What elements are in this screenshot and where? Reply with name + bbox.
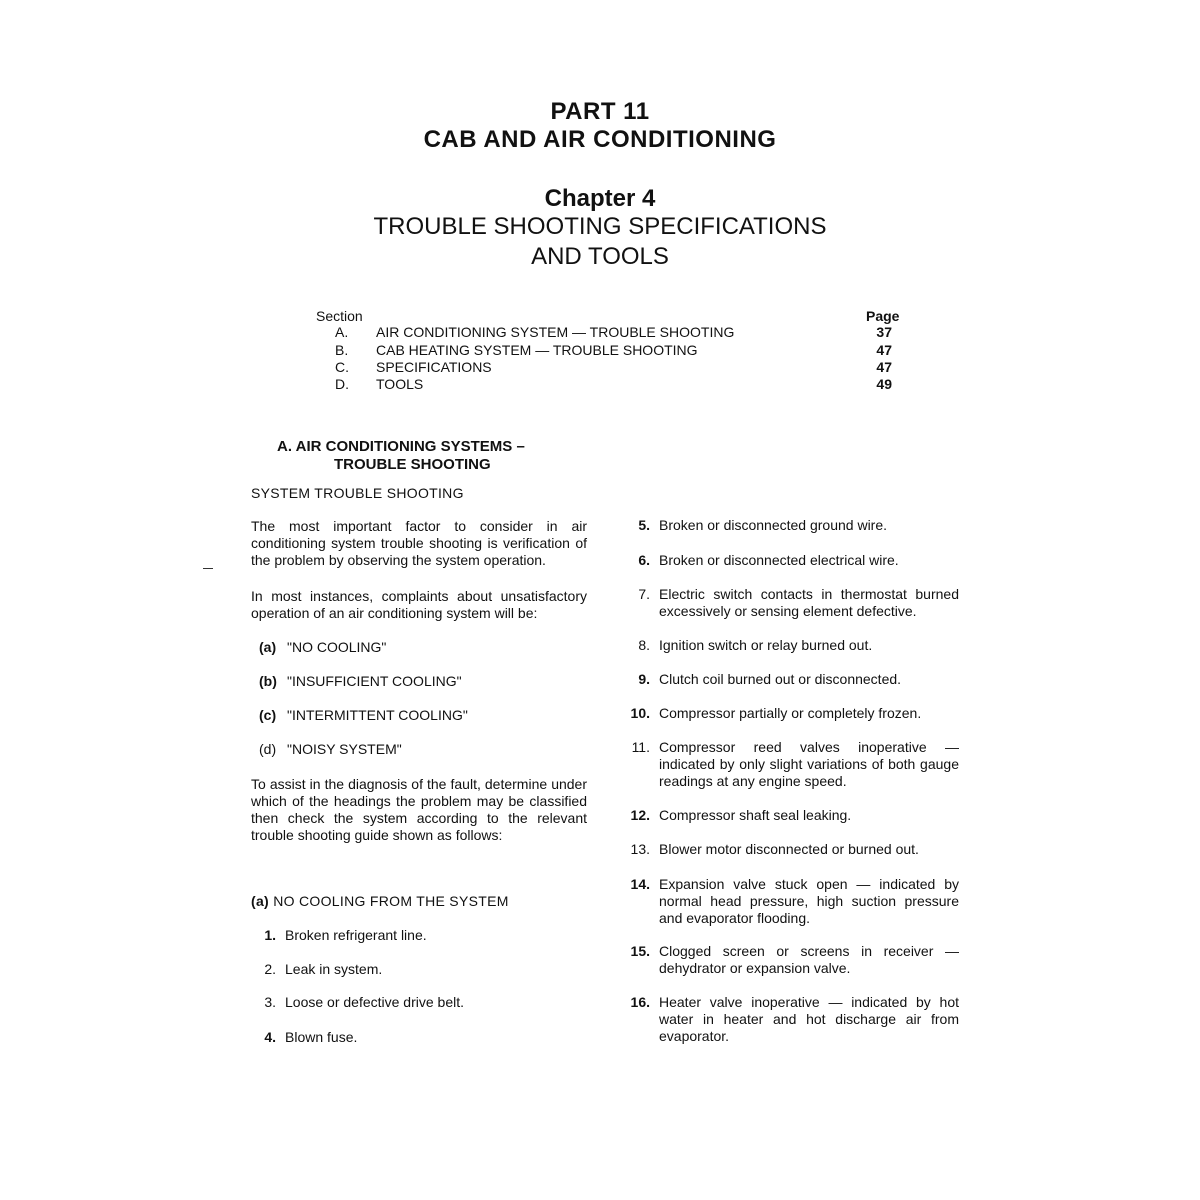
item-text: Clogged screen or screens in receiver — dehydrator or expansion valve.: [659, 943, 959, 976]
option-letter: (c): [259, 707, 277, 723]
chapter-number: Chapter 4: [544, 185, 656, 212]
no-cooling-letter: (a): [251, 893, 270, 909]
item-text: Loose or defective drive belt.: [285, 994, 464, 1010]
subheading: SYSTEM TROUBLE SHOOTING: [251, 485, 464, 501]
toc-row-title: CAB HEATING SYSTEM — TROUBLE SHOOTING: [376, 342, 698, 358]
item-text: Heater valve inoperative — indicated by hot water in heater and hot discharge air from evaporator.: [659, 994, 959, 1044]
toc-row: [335, 342, 895, 360]
part-number: PART 11: [550, 98, 650, 125]
item-number: 7.: [638, 586, 650, 602]
complaint-option: [259, 639, 386, 655]
item-text: Broken or disconnected electrical wire.: [659, 552, 899, 568]
item-text: Blower motor disconnected or burned out.: [659, 841, 919, 857]
toc-row-letter: C.: [335, 359, 349, 375]
margin-mark: [203, 568, 213, 569]
no-cooling-heading: [251, 893, 509, 909]
option-text: "NO COOLING": [287, 639, 387, 655]
complaint-option: [259, 741, 402, 757]
option-letter: (b): [259, 673, 277, 689]
toc-row-title: AIR CONDITIONING SYSTEM — TROUBLE SHOOTING: [376, 324, 735, 340]
item-number: 1.: [264, 927, 276, 943]
toc-row: [335, 376, 895, 394]
option-text: "NOISY SYSTEM": [287, 741, 402, 757]
item-text: Blown fuse.: [285, 1029, 358, 1045]
toc-row-page: 47: [876, 342, 892, 358]
item-number: 14.: [630, 876, 650, 892]
item-text: Expansion valve stuck open — indicated by normal head pressure, high suction pressure and evaporator flooding.: [659, 876, 959, 926]
option-text: "INTERMITTENT COOLING": [287, 707, 468, 723]
toc-page-label: Page: [866, 308, 900, 324]
toc-row-letter: B.: [335, 342, 349, 358]
toc-row-letter: A.: [335, 324, 349, 340]
item-number: 10.: [630, 705, 650, 721]
toc-row-page: 37: [876, 324, 892, 340]
item-text: Compressor shaft seal leaking.: [659, 807, 852, 823]
complaint-option: [259, 707, 468, 723]
toc-row: [335, 359, 895, 377]
item-number: 9.: [638, 671, 650, 687]
chapter-title-line1: TROUBLE SHOOTING SPECIFICATIONS: [373, 213, 827, 240]
item-text: Clutch coil burned out or disconnected.: [659, 671, 902, 687]
toc-row-page: 47: [876, 359, 892, 375]
intro-paragraph: The most important factor to consider in air conditioning system trouble shooting is verification of the problem by observing the system operation.: [251, 518, 587, 568]
diagnosis-paragraph: To assist in the diagnosis of the fault, determine under which of the headings the problem may be classified then check the system according to the relevant trouble shooting guide shown as follows:: [251, 776, 587, 843]
item-number: 16.: [630, 994, 650, 1010]
no-cooling-heading-text: NO COOLING FROM THE SYSTEM: [273, 893, 509, 909]
toc-row-title: SPECIFICATIONS: [376, 359, 492, 375]
item-number: 2.: [264, 961, 276, 977]
option-text: "INSUFFICIENT COOLING": [287, 673, 462, 689]
toc-row-page: 49: [876, 376, 892, 392]
toc-section-label: Section: [316, 308, 363, 324]
item-text: Broken refrigerant line.: [285, 927, 427, 943]
toc-row-letter: D.: [335, 376, 349, 392]
item-number: 13.: [630, 841, 650, 857]
item-text: Leak in system.: [285, 961, 383, 977]
section-heading-line2: TROUBLE SHOOTING: [334, 456, 491, 473]
section-heading-line1: A. AIR CONDITIONING SYSTEMS –: [277, 438, 525, 455]
item-text: Electric switch contacts in thermostat burned excessively or sensing element defective.: [659, 586, 959, 619]
option-letter: (a): [259, 639, 277, 655]
complaints-paragraph: In most instances, complaints about unsatisfactory operation of an air conditioning system will be:: [251, 588, 587, 621]
item-text: Ignition switch or relay burned out.: [659, 637, 873, 653]
item-number: 5.: [638, 517, 650, 533]
item-text: Compressor partially or completely frozen.: [659, 705, 922, 721]
item-text: Compressor reed valves inoperative — indicated by only slight variations of both gauge readings at any engine speed.: [659, 739, 959, 789]
item-number: 6.: [638, 552, 650, 568]
item-number: 3.: [264, 994, 276, 1010]
part-title: CAB AND AIR CONDITIONING: [423, 126, 777, 153]
item-number: 4.: [264, 1029, 276, 1045]
chapter-title-line2: AND TOOLS: [531, 243, 669, 270]
toc-row-title: TOOLS: [376, 376, 424, 392]
option-letter: (d): [259, 741, 277, 757]
complaint-option: [259, 673, 462, 689]
item-number: 8.: [638, 637, 650, 653]
item-text: Broken or disconnected ground wire.: [659, 517, 888, 533]
item-number: 11.: [631, 739, 650, 755]
item-number: 15.: [630, 943, 650, 959]
toc-row: [335, 324, 895, 342]
item-number: 12.: [630, 807, 650, 823]
